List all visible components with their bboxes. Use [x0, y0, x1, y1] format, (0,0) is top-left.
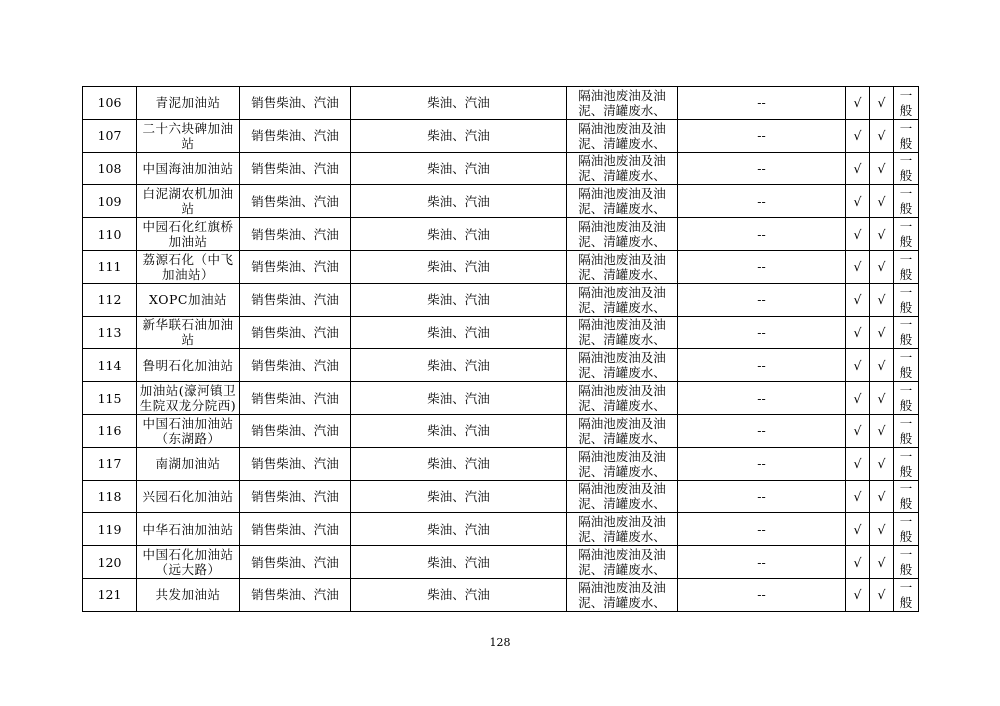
cell-hazardous-waste: 隔油池废油及油泥、清罐废水、 — [567, 185, 678, 218]
cell-risk-level: 一般 — [894, 382, 919, 415]
cell-check-2: √ — [870, 119, 894, 152]
cell-hazardous-waste: 隔油池废油及油泥、清罐废水、 — [567, 382, 678, 415]
cell-other: -- — [678, 447, 846, 480]
cell-products: 柴油、汽油 — [351, 546, 567, 579]
cell-products: 柴油、汽油 — [351, 185, 567, 218]
table-row — [83, 152, 919, 185]
cell-check-2: √ — [870, 513, 894, 546]
cell-number: 114 — [83, 349, 137, 382]
cell-products: 柴油、汽油 — [351, 250, 567, 283]
cell-station-name: 鲁明石化加油站 — [137, 349, 240, 382]
cell-check-2: √ — [870, 185, 894, 218]
gas-station-table — [82, 86, 919, 612]
cell-hazardous-waste: 隔油池废油及油泥、清罐废水、 — [567, 283, 678, 316]
table-row — [83, 185, 919, 218]
cell-station-name: 中国石油加油站（东湖路） — [137, 414, 240, 447]
table-row — [83, 283, 919, 316]
cell-station-name: 二十六块碑加油站 — [137, 119, 240, 152]
cell-other: -- — [678, 218, 846, 251]
cell-check-2: √ — [870, 382, 894, 415]
cell-other: -- — [678, 546, 846, 579]
cell-check-2: √ — [870, 218, 894, 251]
cell-check-2: √ — [870, 152, 894, 185]
cell-number: 120 — [83, 546, 137, 579]
cell-station-name: 荔源石化（中飞加油站） — [137, 250, 240, 283]
cell-risk-level: 一般 — [894, 119, 919, 152]
cell-check-1: √ — [846, 218, 870, 251]
cell-business-scope: 销售柴油、汽油 — [240, 316, 351, 349]
cell-check-1: √ — [846, 185, 870, 218]
cell-station-name: 加油站(濠河镇卫生院双龙分院西) — [137, 382, 240, 415]
cell-hazardous-waste: 隔油池废油及油泥、清罐废水、 — [567, 218, 678, 251]
cell-station-name: 白泥湖农机加油站 — [137, 185, 240, 218]
cell-hazardous-waste: 隔油池废油及油泥、清罐废水、 — [567, 87, 678, 120]
cell-number: 112 — [83, 283, 137, 316]
cell-number: 121 — [83, 578, 137, 611]
cell-station-name: XOPC加油站 — [137, 283, 240, 316]
cell-station-name: 青泥加油站 — [137, 87, 240, 120]
cell-check-2: √ — [870, 546, 894, 579]
table-row — [83, 119, 919, 152]
cell-station-name: 共发加油站 — [137, 578, 240, 611]
cell-check-1: √ — [846, 447, 870, 480]
cell-number: 109 — [83, 185, 137, 218]
cell-business-scope: 销售柴油、汽油 — [240, 480, 351, 513]
cell-products: 柴油、汽油 — [351, 480, 567, 513]
cell-number: 106 — [83, 87, 137, 120]
cell-check-1: √ — [846, 480, 870, 513]
cell-check-2: √ — [870, 316, 894, 349]
cell-other: -- — [678, 414, 846, 447]
cell-business-scope: 销售柴油、汽油 — [240, 283, 351, 316]
cell-number: 116 — [83, 414, 137, 447]
cell-check-1: √ — [846, 250, 870, 283]
cell-check-1: √ — [846, 546, 870, 579]
cell-business-scope: 销售柴油、汽油 — [240, 152, 351, 185]
cell-check-2: √ — [870, 447, 894, 480]
cell-check-2: √ — [870, 480, 894, 513]
cell-business-scope: 销售柴油、汽油 — [240, 119, 351, 152]
cell-check-2: √ — [870, 250, 894, 283]
cell-check-1: √ — [846, 414, 870, 447]
cell-other: -- — [678, 250, 846, 283]
cell-hazardous-waste: 隔油池废油及油泥、清罐废水、 — [567, 546, 678, 579]
cell-check-2: √ — [870, 349, 894, 382]
cell-check-1: √ — [846, 152, 870, 185]
cell-hazardous-waste: 隔油池废油及油泥、清罐废水、 — [567, 447, 678, 480]
cell-check-2: √ — [870, 414, 894, 447]
cell-other: -- — [678, 578, 846, 611]
page-number: 128 — [489, 636, 511, 649]
cell-products: 柴油、汽油 — [351, 447, 567, 480]
cell-check-1: √ — [846, 119, 870, 152]
cell-business-scope: 销售柴油、汽油 — [240, 513, 351, 546]
cell-risk-level: 一般 — [894, 185, 919, 218]
document-table-container — [82, 86, 918, 612]
cell-hazardous-waste: 隔油池废油及油泥、清罐废水、 — [567, 480, 678, 513]
cell-number: 110 — [83, 218, 137, 251]
cell-check-1: √ — [846, 578, 870, 611]
cell-check-2: √ — [870, 87, 894, 120]
table-body — [83, 87, 919, 612]
cell-other: -- — [678, 119, 846, 152]
cell-business-scope: 销售柴油、汽油 — [240, 382, 351, 415]
table-row — [83, 349, 919, 382]
cell-other: -- — [678, 283, 846, 316]
cell-other: -- — [678, 349, 846, 382]
cell-number: 115 — [83, 382, 137, 415]
cell-other: -- — [678, 480, 846, 513]
table-row — [83, 316, 919, 349]
cell-products: 柴油、汽油 — [351, 152, 567, 185]
cell-number: 119 — [83, 513, 137, 546]
cell-business-scope: 销售柴油、汽油 — [240, 87, 351, 120]
cell-check-1: √ — [846, 283, 870, 316]
cell-check-1: √ — [846, 382, 870, 415]
cell-products: 柴油、汽油 — [351, 316, 567, 349]
cell-business-scope: 销售柴油、汽油 — [240, 349, 351, 382]
cell-other: -- — [678, 513, 846, 546]
cell-number: 111 — [83, 250, 137, 283]
cell-number: 113 — [83, 316, 137, 349]
cell-business-scope: 销售柴油、汽油 — [240, 250, 351, 283]
table-row — [83, 382, 919, 415]
cell-other: -- — [678, 152, 846, 185]
cell-products: 柴油、汽油 — [351, 578, 567, 611]
cell-hazardous-waste: 隔油池废油及油泥、清罐废水、 — [567, 250, 678, 283]
cell-products: 柴油、汽油 — [351, 218, 567, 251]
cell-risk-level: 一般 — [894, 250, 919, 283]
cell-other: -- — [678, 87, 846, 120]
table-row — [83, 480, 919, 513]
cell-check-1: √ — [846, 87, 870, 120]
cell-risk-level: 一般 — [894, 513, 919, 546]
cell-risk-level: 一般 — [894, 316, 919, 349]
cell-products: 柴油、汽油 — [351, 414, 567, 447]
table-row — [83, 87, 919, 120]
cell-products: 柴油、汽油 — [351, 349, 567, 382]
cell-station-name: 南湖加油站 — [137, 447, 240, 480]
cell-products: 柴油、汽油 — [351, 283, 567, 316]
cell-business-scope: 销售柴油、汽油 — [240, 185, 351, 218]
cell-hazardous-waste: 隔油池废油及油泥、清罐废水、 — [567, 513, 678, 546]
cell-number: 118 — [83, 480, 137, 513]
cell-risk-level: 一般 — [894, 283, 919, 316]
cell-risk-level: 一般 — [894, 87, 919, 120]
cell-business-scope: 销售柴油、汽油 — [240, 546, 351, 579]
cell-products: 柴油、汽油 — [351, 87, 567, 120]
cell-check-1: √ — [846, 513, 870, 546]
table-row — [83, 578, 919, 611]
cell-number: 108 — [83, 152, 137, 185]
cell-hazardous-waste: 隔油池废油及油泥、清罐废水、 — [567, 578, 678, 611]
cell-risk-level: 一般 — [894, 480, 919, 513]
cell-other: -- — [678, 316, 846, 349]
table-row — [83, 546, 919, 579]
cell-number: 107 — [83, 119, 137, 152]
cell-products: 柴油、汽油 — [351, 119, 567, 152]
cell-check-1: √ — [846, 349, 870, 382]
cell-business-scope: 销售柴油、汽油 — [240, 414, 351, 447]
cell-hazardous-waste: 隔油池废油及油泥、清罐废水、 — [567, 316, 678, 349]
cell-station-name: 新华联石油加油站 — [137, 316, 240, 349]
cell-hazardous-waste: 隔油池废油及油泥、清罐废水、 — [567, 152, 678, 185]
cell-hazardous-waste: 隔油池废油及油泥、清罐废水、 — [567, 414, 678, 447]
cell-business-scope: 销售柴油、汽油 — [240, 447, 351, 480]
cell-check-2: √ — [870, 283, 894, 316]
table-row — [83, 218, 919, 251]
cell-risk-level: 一般 — [894, 349, 919, 382]
cell-station-name: 兴园石化加油站 — [137, 480, 240, 513]
table-row — [83, 447, 919, 480]
cell-station-name: 中国海油加油站 — [137, 152, 240, 185]
cell-number: 117 — [83, 447, 137, 480]
cell-other: -- — [678, 382, 846, 415]
cell-risk-level: 一般 — [894, 447, 919, 480]
table-row — [83, 250, 919, 283]
table-row — [83, 513, 919, 546]
cell-business-scope: 销售柴油、汽油 — [240, 578, 351, 611]
cell-risk-level: 一般 — [894, 578, 919, 611]
cell-hazardous-waste: 隔油池废油及油泥、清罐废水、 — [567, 119, 678, 152]
cell-check-1: √ — [846, 316, 870, 349]
cell-risk-level: 一般 — [894, 218, 919, 251]
cell-hazardous-waste: 隔油池废油及油泥、清罐废水、 — [567, 349, 678, 382]
table-row — [83, 414, 919, 447]
cell-business-scope: 销售柴油、汽油 — [240, 218, 351, 251]
cell-risk-level: 一般 — [894, 414, 919, 447]
cell-products: 柴油、汽油 — [351, 382, 567, 415]
cell-products: 柴油、汽油 — [351, 513, 567, 546]
cell-station-name: 中园石化红旗桥加油站 — [137, 218, 240, 251]
cell-risk-level: 一般 — [894, 152, 919, 185]
cell-check-2: √ — [870, 578, 894, 611]
cell-station-name: 中国石化加油站（远大路） — [137, 546, 240, 579]
cell-risk-level: 一般 — [894, 546, 919, 579]
cell-station-name: 中华石油加油站 — [137, 513, 240, 546]
cell-other: -- — [678, 185, 846, 218]
